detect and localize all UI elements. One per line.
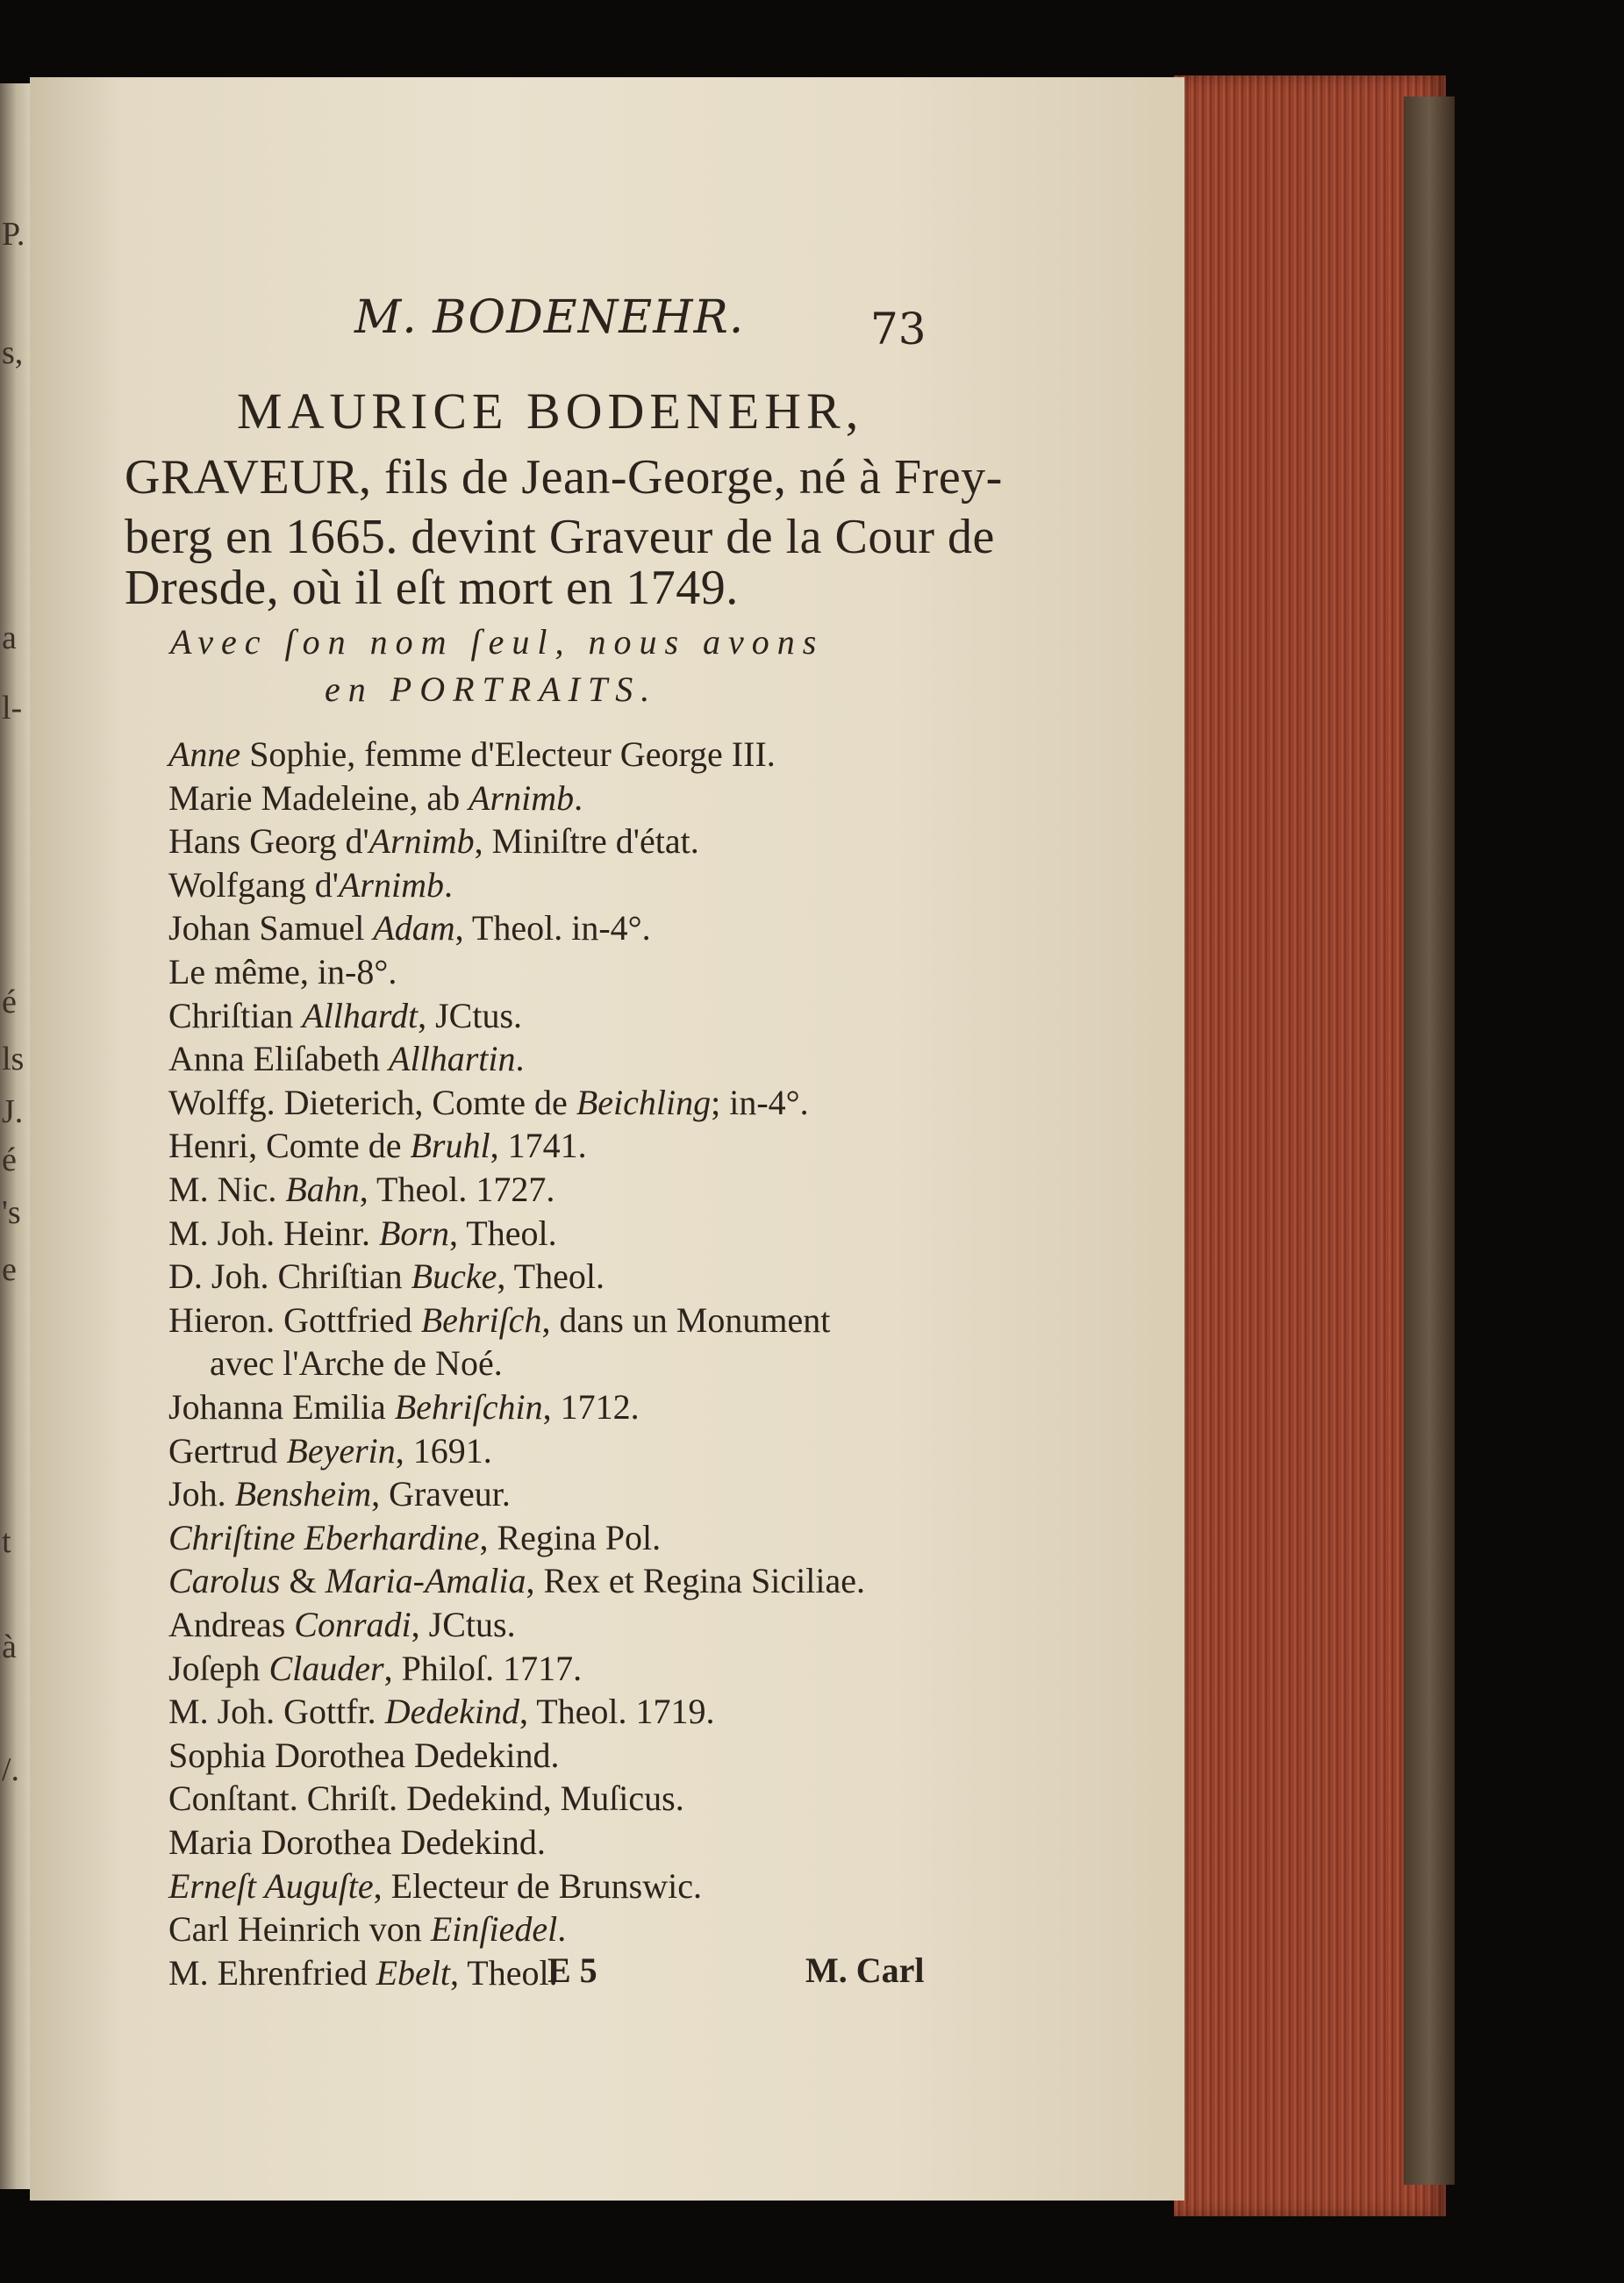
portrait-entry [168, 734, 776, 774]
portrait-entry [168, 1518, 662, 1557]
entry-text: ; in-4°. [711, 1083, 809, 1122]
entry-name-italic: Ebelt [376, 1953, 451, 1993]
entry-text: , Theol. 1727. [359, 1170, 555, 1209]
portrait-entry [168, 1041, 525, 1077]
margin-fragment: é [2, 984, 17, 1020]
portrait-entry [168, 998, 522, 1034]
entry-text: Sophie, femme d'Electeur George III. [240, 734, 776, 774]
portrait-entry [168, 1651, 582, 1686]
entry-name-italic: Arnimb [338, 865, 444, 905]
subheading-line-2: en PORTRAITS. [325, 669, 658, 709]
entry-text: , Theol. [497, 1256, 605, 1296]
previous-page-edge [0, 83, 30, 2189]
entry-text: , Graveur. [371, 1474, 511, 1514]
signature-mark: E 5 [547, 1950, 597, 1990]
margin-fragment: J. [2, 1093, 24, 1130]
entry-name-italic: Bucke [411, 1256, 497, 1296]
entry-name-italic: Erneſt Auguſte [168, 1866, 374, 1906]
subheading-line-1: Avec ſon nom ſeul, nous avons [170, 622, 825, 662]
entry-text: Wolffg. Dieterich, Comte de [168, 1083, 576, 1122]
margin-fragment: t [2, 1523, 11, 1560]
margin-fragment: à [2, 1628, 17, 1665]
running-head-title: M. BODENEHR. [354, 291, 745, 344]
entry-text: Gertrud [168, 1431, 287, 1471]
entry-name-italic: Einſiedel [430, 1909, 558, 1949]
portrait-entry [168, 865, 453, 905]
entry-text: Chriſtian [168, 996, 303, 1035]
entry-text: , Theol. [450, 1953, 558, 1993]
margin-fragment: 's [2, 1194, 21, 1231]
entry-text: , dans un Monument [541, 1300, 831, 1340]
portrait-entry [168, 1213, 557, 1253]
entry-text: Hieron. Gottfried [168, 1300, 421, 1340]
margin-fragment: l- [2, 690, 23, 726]
entry-text: , Electeur de Brunswic. [373, 1866, 702, 1906]
portrait-entry [168, 1738, 559, 1773]
portrait-entry [168, 821, 699, 861]
entry-text: M. Ehrenfried [168, 1953, 376, 1993]
margin-fragment: é [2, 1142, 17, 1178]
portrait-entry [168, 1866, 702, 1906]
entry-text: , JCtus. [418, 996, 523, 1035]
entry-text: , 1741. [490, 1126, 587, 1165]
entry-text: . [515, 1039, 525, 1078]
entry-name-italic: Allhardt [302, 996, 419, 1035]
entry-name-italic: Conradi [294, 1605, 411, 1644]
entry-name-italic: Maria-Amalia [325, 1561, 526, 1600]
entry-text: M. Joh. Heinr. [168, 1213, 379, 1253]
entry-text: Carl Heinrich von [168, 1909, 431, 1949]
entry-name-italic: Clauder [268, 1649, 384, 1688]
entry-name-italic: Behriſchin [394, 1387, 543, 1427]
portrait-entry [168, 1474, 511, 1514]
portrait-entry [168, 1561, 866, 1600]
entry-text: Le même, in-8°. [168, 952, 397, 991]
margin-fragment: /. [2, 1751, 20, 1788]
entry-name-italic: Beyerin [286, 1431, 396, 1471]
entry-text: , 1712. [542, 1387, 640, 1427]
entry-name-italic: Bensheim [234, 1474, 372, 1514]
entry-text: Johanna Emilia [168, 1387, 395, 1427]
entry-text: . [443, 865, 453, 905]
portrait-entry [168, 952, 397, 991]
entry-text: , Miniſtre d'état. [474, 821, 699, 861]
portrait-entry [168, 1172, 554, 1207]
entry-text: Joſeph [168, 1649, 269, 1688]
entry-text: avec l'Arche de Noé. [210, 1343, 503, 1383]
entry-name-italic: Adam [373, 908, 455, 948]
catchword: M. Carl [805, 1950, 925, 1990]
entry-text: Sophia Dorothea Dedekind. [168, 1736, 560, 1775]
portrait-entry [168, 1300, 831, 1340]
entry-text: , Theol. in-4°. [454, 908, 651, 948]
entry-name-italic: Bahn [285, 1170, 360, 1209]
intro-line-3: Dresde, où il eſt mort en 1749. [125, 561, 739, 615]
margin-fragment: a [2, 619, 17, 656]
entry-name-italic: Chriſtine Eberhardine [168, 1518, 480, 1557]
entry-text: M. Nic. [168, 1170, 286, 1209]
margin-fragment: s, [2, 334, 24, 371]
portrait-entry [168, 1256, 605, 1296]
entry-text: , 1691. [395, 1431, 492, 1471]
entry-heading: MAURICE BODENEHR, [237, 383, 864, 440]
entry-text: Andreas [168, 1605, 295, 1644]
portrait-entry [168, 908, 651, 948]
portrait-entry [168, 1387, 640, 1427]
entry-text: , Regina Pol. [479, 1518, 662, 1557]
entry-text: Maria Dorothea Dedekind. [168, 1822, 546, 1862]
intro-line-2: berg en 1665. devint Graveur de la Cour de [125, 510, 995, 564]
portrait-entry [168, 1822, 546, 1862]
portrait-entry [210, 1343, 503, 1383]
intro-line-1: GRAVEUR, fils de Jean-George, né à Frey- [125, 450, 1003, 505]
entry-name-italic: Arnimb [368, 821, 475, 861]
portrait-entry [168, 1909, 567, 1949]
entry-text: Wolfgang d' [168, 865, 339, 905]
entry-text: , Philoſ. 1717. [383, 1649, 583, 1688]
portrait-entry [168, 1953, 558, 1993]
entry-name-italic: Beichling [576, 1083, 712, 1122]
entry-text: Johan Samuel [168, 908, 374, 948]
entry-name-italic: Behriſch [420, 1300, 542, 1340]
entry-text: & [280, 1561, 326, 1600]
entry-text: Marie Madeleine, ab [168, 778, 469, 818]
portrait-entry [168, 1607, 516, 1642]
entry-text: Hans Georg d' [168, 821, 369, 861]
entry-name-italic: Dedekind [384, 1692, 519, 1731]
margin-fragment: e [2, 1251, 17, 1288]
portrait-entry [168, 1778, 684, 1818]
portrait-entry [168, 1694, 715, 1729]
portrait-entry [168, 1085, 809, 1120]
entry-text: , Theol. 1719. [519, 1692, 715, 1731]
entry-name-italic: Born [379, 1213, 449, 1253]
entry-text: . [574, 778, 583, 818]
book-page [30, 77, 1184, 2201]
portrait-entry [168, 1431, 492, 1471]
entry-text: Conſtant. Chriſt. Dedekind, Muſicus. [168, 1778, 684, 1818]
entry-name-italic: Allhartin [389, 1039, 516, 1078]
entry-name-italic: Arnimb [469, 778, 575, 818]
entry-text: . [557, 1909, 567, 1949]
portrait-entry [168, 778, 583, 818]
margin-fragment: ls [2, 1041, 25, 1077]
page-number: 73 [870, 304, 926, 354]
entry-name-italic: Bruhl [410, 1126, 490, 1165]
entry-text: M. Joh. Gottfr. [168, 1692, 385, 1731]
book-cover-edge [1404, 97, 1455, 2185]
entry-name-italic: Anne [168, 734, 241, 774]
entry-text: , JCtus. [411, 1605, 516, 1644]
entry-text: D. Joh. Chriſtian [168, 1256, 411, 1296]
entry-text: Joh. [168, 1474, 235, 1514]
entry-text: Henri, Comte de [168, 1126, 411, 1165]
entry-text: , Theol. [449, 1213, 557, 1253]
entry-text: Anna Eliſabeth [168, 1039, 390, 1078]
margin-fragment: P. [2, 216, 25, 253]
entry-text: , Rex et Regina Siciliae. [526, 1561, 866, 1600]
portrait-entry [168, 1128, 587, 1163]
entry-name-italic: Carolus [168, 1561, 281, 1600]
